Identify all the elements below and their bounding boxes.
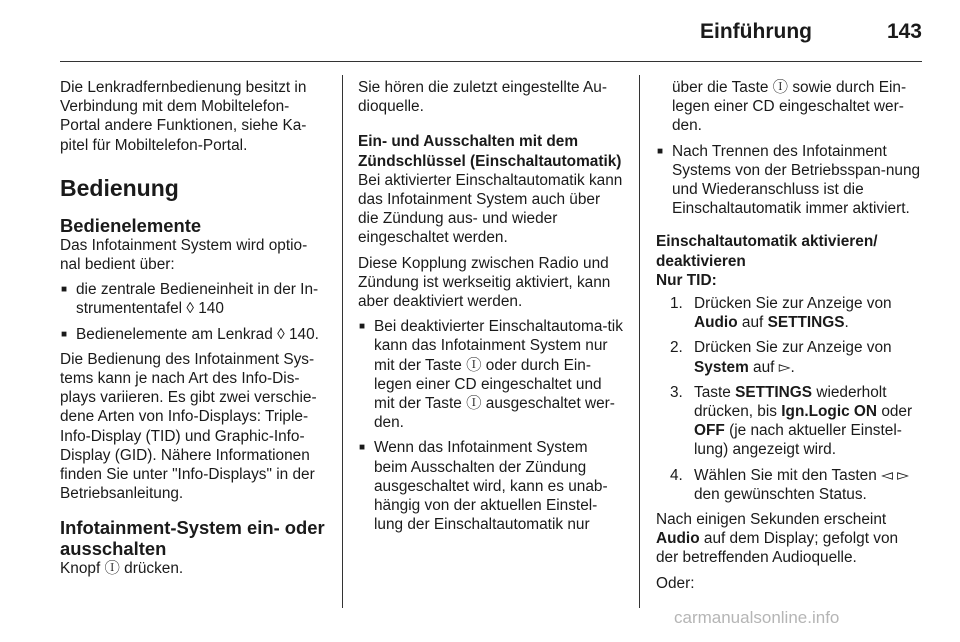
heading-ein-ausschalten: Infotainment-System ein- oder ausschalten — [60, 517, 325, 560]
step-keyword: System — [694, 358, 749, 376]
list-item: ■ Bedienelemente am Lenkrad ◊ 140. — [60, 325, 326, 344]
paragraph-bedienung: Das Infotainment System wird optio-nal bedient über: — [60, 236, 308, 274]
header-rule — [60, 61, 922, 62]
step-1: 1. Drücken Sie zur Anzeige von Audio auf SETTINGS. — [670, 295, 892, 332]
step-number: 3. — [670, 383, 683, 401]
step-keyword: SETTINGS — [735, 383, 813, 401]
step-text: (je nach aktueller Einstel-lung) angezeigt wird. — [694, 422, 902, 459]
paragraph-text: auf dem Display; gefolgt von der betreffenden Audioquelle. — [656, 530, 899, 567]
heading-aktivieren: Einschaltautomatik aktivieren/ deaktivieren — [656, 233, 878, 270]
paragraph-kopplung: Diese Kopplung zwischen Radio und Zündung ist werkseitig aktiviert, kann aber deaktiviert werden. — [358, 254, 611, 311]
heading-zuendschluessel: Ein- und Ausschalten mit dem Zündschlüssel (Einschaltautomatik) — [358, 133, 622, 170]
page-number: 143 — [886, 20, 922, 43]
step-number: 1. — [670, 295, 683, 313]
step-text: oder — [881, 403, 913, 421]
step-keyword: SETTINGS — [767, 314, 845, 332]
step-keyword: Audio — [694, 314, 738, 332]
list-item: ■ Wenn das Infotainment System beim Ausschalten der Zündung ausgeschaltet wird, kann es unab-hängig von der aktuellen Einstel-lung der Einschaltautomatik nur — [358, 438, 624, 534]
step-text: Drücken Sie zur Anzeige von — [694, 295, 892, 313]
page-header-title: Einführung — [700, 20, 812, 43]
step-text: Wählen Sie mit den Tasten ◅ ▻ den gewünschten Status. — [694, 466, 910, 503]
paragraph-audioquelle: Sie hören die zuletzt eingestellte Au-dioquelle. — [358, 79, 607, 116]
list-item: ■ Bei deaktivierter Einschaltautoma-tik kann das Infotainment System nur mit der Taste Ⓘ oder durch Ein-legen einer CD eingeschaltet und mit der Taste Ⓘ ausgeschaltet wer-den. — [358, 317, 624, 432]
paragraph-oder: Oder: — [656, 574, 695, 592]
step-text: wiederholt drücken, bis — [694, 383, 887, 421]
step-2 — [656, 338, 924, 376]
heading-bedienung: Bedienung — [60, 174, 179, 201]
step-text: Drücken Sie zur Anzeige von — [694, 339, 892, 357]
step-4 — [656, 466, 924, 504]
step-text: auf ▻. — [753, 358, 795, 376]
list-item: ■ Nach Trennen des Infotainment Systems von der Betriebsspan-nung und Wiederanschluss ist die Einschaltautomatik immer aktiviert. — [656, 142, 924, 219]
paragraph-einschaltautomatik: Bei aktivierter Einschaltautomatik kann das Infotainment System auch über die Zündung aus- und wieder eingeschaltet werden. — [358, 171, 623, 247]
watermark: carmanualsonline.info — [674, 608, 840, 627]
column-divider-left — [342, 75, 343, 608]
paragraph-info-displays: Die Bedienung des Infotainment Sys-tems kann je nach Art des Info-Dis-plays variieren. Es gibt zwei verschie-dene Arten von Info-Displays: Triple-Info-Display (TID) und Graphic-Info-Display (GID). Nähere Informationen finden Sie unter "Info-Displays" in der Betriebsanleitung. — [60, 350, 317, 503]
step-number: 2. — [670, 339, 683, 357]
step-text: Taste — [694, 383, 731, 401]
step-number: 4. — [670, 466, 683, 484]
column-divider-right — [639, 75, 640, 608]
intro-paragraph: Die Lenkradfernbedienung besitzt in Verbindung mit dem Mobiltelefon-Portal andere Funktionen, siehe Ka-pitel für Mobiltelefon-Portal. — [60, 79, 307, 154]
paragraph-text: Nach einigen Sekunden erscheint — [656, 511, 887, 529]
paragraph-nach-sekunden — [656, 510, 924, 568]
step-text: auf — [741, 314, 764, 332]
heading-nur-tid: Nur TID: — [656, 271, 717, 289]
paragraph-keyword: Audio — [656, 530, 700, 548]
list-item: ■ die zentrale Bedieneinheit in der In-strumententafel ◊ 140 — [60, 280, 326, 318]
heading-bedienelemente: Bedienelemente — [60, 214, 202, 236]
column-3 — [656, 78, 924, 593]
step-keyword: Ign.Logic ON — [781, 403, 878, 421]
paragraph-knopf: Knopf Ⓘ drücken. — [60, 560, 184, 578]
step-3 — [656, 383, 924, 460]
column-2 — [358, 78, 624, 540]
step-keyword: OFF — [694, 422, 725, 440]
paragraph-continued: über die Taste Ⓘ sowie durch Ein-legen einer CD eingeschaltet wer-den. — [672, 79, 907, 135]
column-1 — [60, 78, 326, 579]
